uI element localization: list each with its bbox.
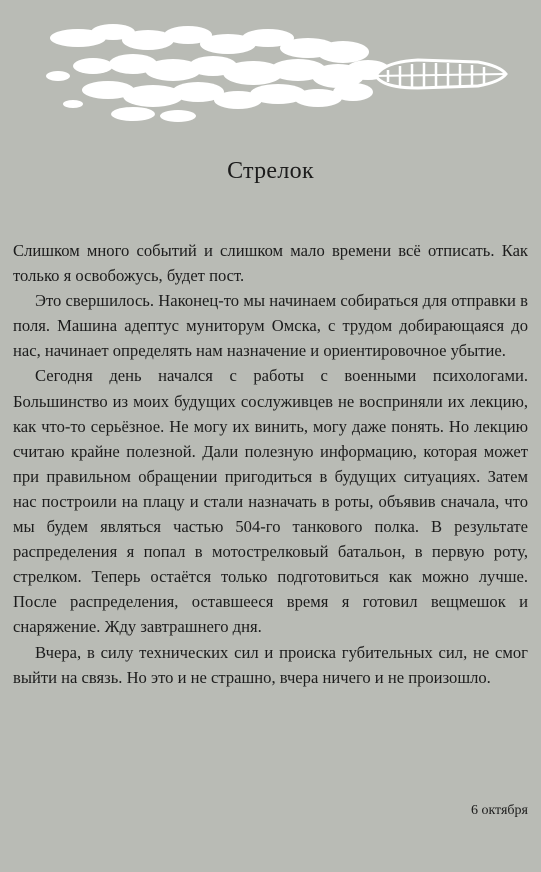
paragraph: Вчера, в силу технических сил и происка губительных сил, не смог выйти на связь. Но это и не страшно, вчера ничего и не произошло. — [13, 642, 528, 687]
article-body — [13, 238, 528, 690]
airship-smoke-illustration — [38, 18, 508, 128]
paragraph: Сегодня день начался с работы с военными психологами. Большинство из моих будущих сослуживцев не восприняли их лекцию, как что-то серьёзное. Не могу их винить, могу даже понять. Но лекцию считаю крайне полезной. Дали полезную информацию, которая может при правильном обращении пригодиться в будущих ситуациях. Затем нас построили на плацу и стали назначать в роты, объявив сначала, что мы будем являться частью 504-го танкового полка. В результате распределения я попал в мотострелковый батальон, в первую роту, стрелком. Теперь остаётся только подготовиться как можно лучше. После распределения, оставшееся время я готовил вещмешок и снаряжение. Жду завтрашнего дня. — [13, 366, 528, 637]
smoke-trail — [46, 24, 390, 122]
airship-icon — [376, 60, 506, 88]
paragraph: Это свершилось. Наконец-то мы начинаем собираться для отправки в поля. Машина адептус муниторум Омска, с трудом добирающаяся до нас, начинает определять нам назначение и ориентировочное убытие. — [13, 291, 528, 361]
paragraph: Слишком много событий и слишком мало времени всё отписать. Как только я освобожусь, будет пост. — [13, 241, 528, 286]
post-date: 6 октября — [470, 803, 528, 818]
page-title: Стрелок — [227, 158, 314, 184]
